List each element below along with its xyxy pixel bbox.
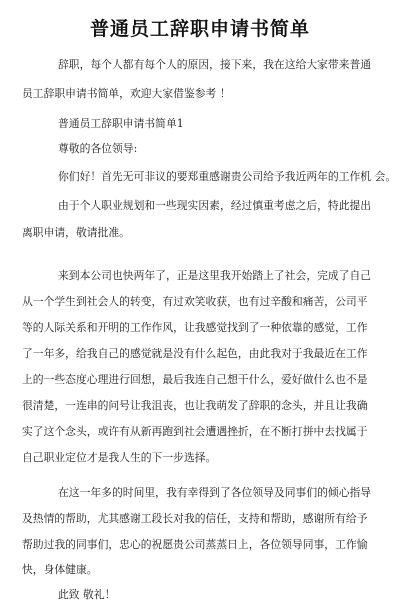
body-paragraph-line-4: 了一年多，给我自己的感觉就是没有什么起色，由此我对于我最近在工作 xyxy=(22,347,368,360)
closing-salute: 此致 敬礼！ xyxy=(58,588,116,601)
body-paragraph-line-1: 来到本公司也快两年了，正是这里我开始踏上了社会，完成了自己 xyxy=(58,269,372,282)
body-paragraph-line-5: 上的一些态度心理进行回想，最后我连自己想干什么，爱好做什么也不是 xyxy=(22,373,368,386)
thanks-paragraph-line-2: 及热情的帮助，尤其感谢工段长对我的信任，支持和帮助，感谢所有给予 xyxy=(22,512,368,525)
reason-line-1: 由于个人职业规划和一些现实因素，经过慎重考虑之后，特此提出 xyxy=(58,199,372,212)
body-paragraph-line-3: 等的人际关系和开明的工作作风，让我感觉找到了一种依靠的感觉，工作 xyxy=(22,321,368,334)
thanks-paragraph-line-4: 快，身体健康。 xyxy=(22,563,98,576)
section-heading: 普通员工辞职申请书简单1 xyxy=(58,117,184,130)
salutation: 尊敬的各位领导: xyxy=(58,142,138,155)
thanks-paragraph-line-1: 在这一年多的时间里，我有幸得到了各位领导及同事们的倾心指导 xyxy=(58,486,372,499)
greeting-line: 你们好！首先无可非议的要郑重感谢贵公司给予我近两年的工作机 会。 xyxy=(58,170,397,183)
body-paragraph-line-6: 很清楚，一连串的问号让我沮丧，也让我萌发了辞职的念头，并且让我确 xyxy=(22,399,368,412)
intro-line-2: 员工辞职申请书简单，欢迎大家借鉴参考 ！ xyxy=(22,87,231,100)
thanks-paragraph-line-3: 帮助过我的同事们，忠心的祝愿贵公司蒸蒸日上，各位领导同事，工作愉 xyxy=(22,538,368,551)
body-paragraph-line-8: 自己职业定位才是我人生的下一步选择。 xyxy=(22,451,217,464)
body-paragraph-line-7: 实了这个念头，或许有从新再跑到社会遭遇挫折，在不断打拼中去找属于 xyxy=(22,425,368,438)
document-title: 普通员工辞职申请书简单 xyxy=(89,18,310,40)
intro-line-1: 辞职，每个人都有每个人的原因，接下来，我在这给大家带来普通 xyxy=(58,58,372,71)
body-paragraph-line-2: 从一个学生到社会人的转变，有过欢笑收获，也有过辛酸和痛苦，公司平 xyxy=(22,295,368,308)
reason-line-2: 离职申请，敬请批准。 xyxy=(22,226,130,239)
